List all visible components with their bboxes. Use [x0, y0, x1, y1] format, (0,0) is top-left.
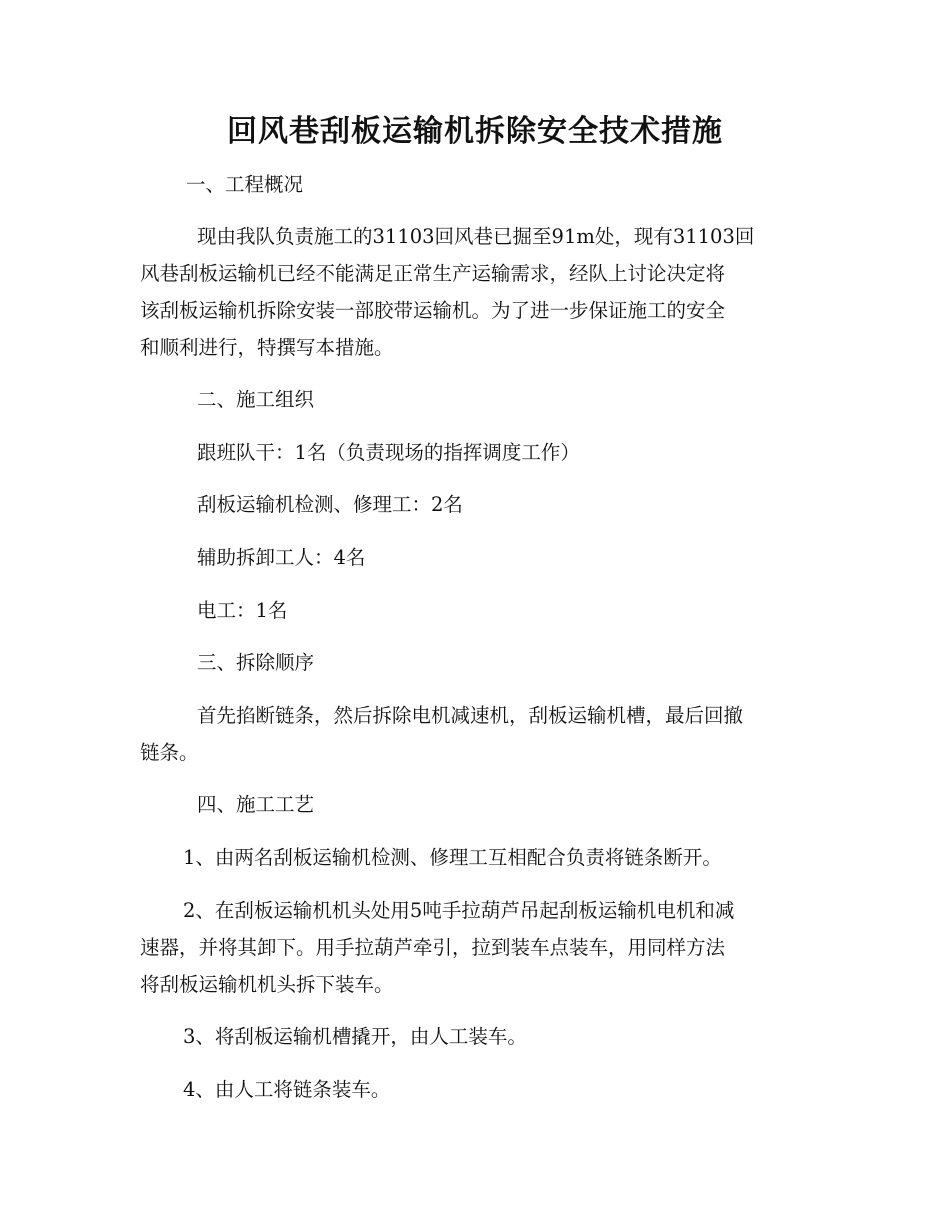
document-title: 回风巷刮板运输机拆除安全技术措施 — [227, 114, 723, 149]
section-heading-sequence: 三、拆除顺序 — [197, 651, 315, 674]
sequence-line-1: 首先掐断链条，然后拆除电机减速机，刮板运输机槽，最后回撤 — [197, 704, 744, 727]
overview-line-4: 和顺利进行，特撰写本措施。 — [140, 336, 394, 359]
sequence-line-2: 链条。 — [140, 741, 199, 764]
section-heading-overview: 一、工程概况 — [186, 173, 304, 196]
organization-item-4: 电工：1名 — [197, 599, 288, 622]
section-heading-process: 四、施工工艺 — [197, 793, 315, 816]
process-step-2-line-1: 2、在刮板运输机机头处用5吨手拉葫芦吊起刮板运输机电机和减 — [183, 899, 735, 922]
process-step-2-line-3: 将刮板运输机机头拆下装车。 — [140, 973, 394, 996]
organization-item-1: 跟班队干：1名（负责现场的指挥调度工作） — [197, 441, 580, 464]
process-step-3: 3、将刮板运输机槽撬开，由人工装车。 — [183, 1025, 527, 1048]
organization-item-3: 辅助拆卸工人：4名 — [197, 546, 366, 569]
overview-line-1: 现由我队负责施工的31103回风巷已掘至91m处，现有31103回 — [197, 225, 755, 248]
overview-paragraph — [140, 218, 812, 255]
overview-line-2: 风巷刮板运输机已经不能满足正常生产运输需求，经队上讨论决定将 — [140, 262, 726, 285]
section-heading-organization: 二、施工组织 — [197, 388, 315, 411]
process-step-2-line-2: 速器，并将其卸下。用手拉葫芦牵引，拉到装车点装车，用同样方法 — [140, 936, 726, 959]
organization-item-2: 刮板运输机检测、修理工：2名 — [197, 493, 463, 516]
overview-paragraph-cont — [140, 255, 812, 366]
overview-line-3: 该刮板运输机拆除安装一部胶带运输机。为了进一步保证施工的安全 — [140, 299, 726, 322]
process-step-1: 1、由两名刮板运输机检测、修理工互相配合负责将链条断开。 — [183, 846, 722, 869]
process-step-4: 4、由人工将链条装车。 — [183, 1078, 391, 1101]
